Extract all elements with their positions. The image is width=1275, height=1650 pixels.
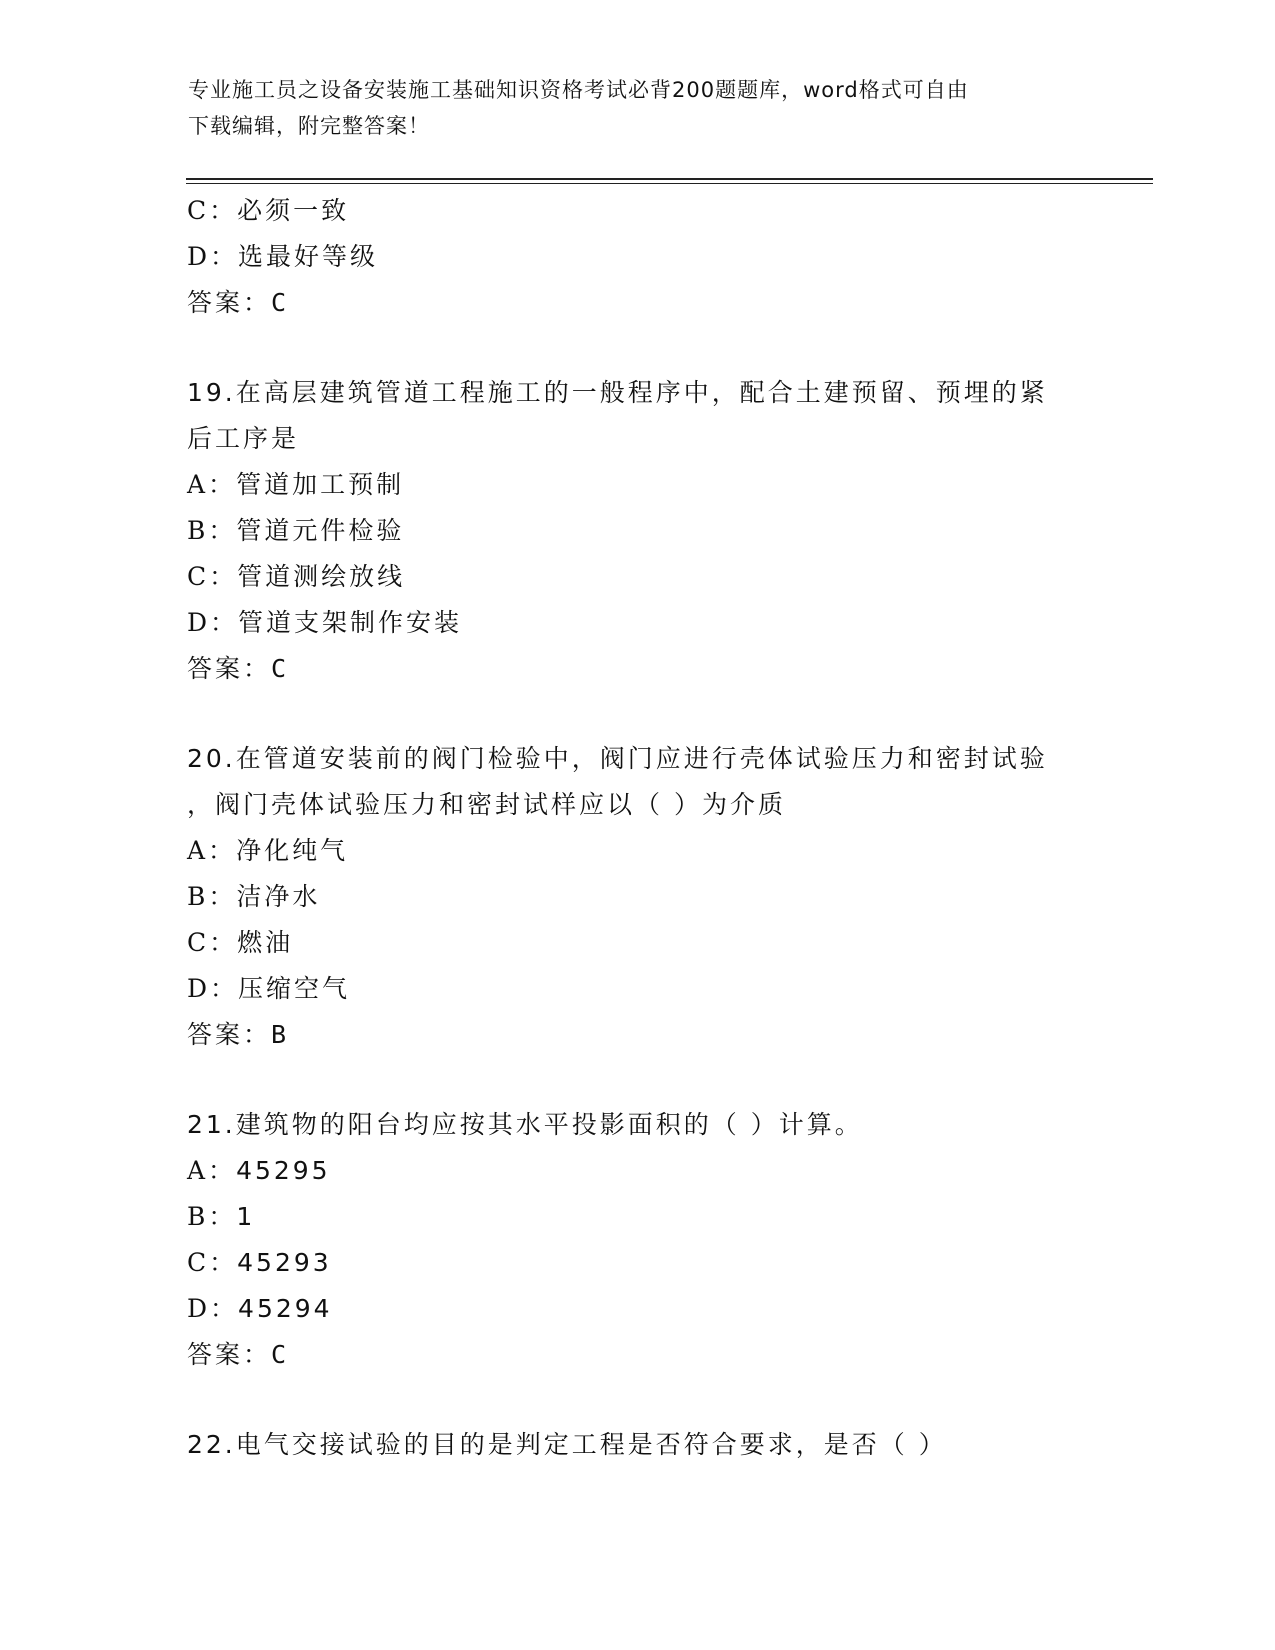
header-divider (186, 178, 1153, 180)
option-letter: C： (187, 1248, 238, 1277)
question-text: 22.电气交接试验的目的是判定工程是否符合要求，是否（ ） (187, 1430, 947, 1459)
option-letter: A： (187, 1156, 237, 1185)
header-divider-thin (186, 183, 1153, 184)
option-a (187, 1148, 1087, 1194)
option-letter: C： (187, 928, 238, 957)
answer-line (187, 280, 1087, 326)
answer-line (187, 1332, 1087, 1378)
option-text: 选最好等级 (238, 242, 379, 271)
option-text: 45294 (238, 1294, 333, 1323)
option-c (187, 554, 1087, 600)
option-text: 管道元件检验 (236, 516, 405, 545)
option-text: 管道测绘放线 (237, 562, 406, 591)
question-list (187, 188, 1087, 1468)
option-letter: C： (187, 562, 238, 591)
question-20 (187, 736, 1087, 1058)
option-b (187, 874, 1087, 920)
option-letter: B： (187, 516, 237, 545)
question-19 (187, 370, 1087, 692)
answer-line (187, 646, 1087, 692)
question-text: 19.在高层建筑管道工程施工的一般程序中，配合土建预留、预埋的紧 (187, 378, 1048, 407)
option-letter: D： (187, 242, 239, 271)
document-header (188, 72, 1088, 144)
question-text: 20.在管道安装前的阀门检验中，阀门应进行壳体试验压力和密封试验 (187, 744, 1048, 773)
question-text: ，阀门壳体试验压力和密封试样应以（ ）为介质 (187, 790, 786, 819)
option-d (187, 234, 1087, 280)
question-21 (187, 1102, 1087, 1378)
answer-label: 答案： (187, 288, 272, 317)
option-b (187, 1194, 1087, 1240)
option-letter: A： (187, 470, 237, 499)
option-text: 45295 (236, 1156, 331, 1185)
option-letter: D： (187, 608, 239, 637)
option-text: 燃油 (237, 928, 294, 957)
answer-label: 答案： (187, 1340, 272, 1369)
option-letter: A： (187, 836, 237, 865)
option-d (187, 1286, 1087, 1332)
question-22 (187, 1422, 1087, 1468)
answer-label: 答案： (187, 654, 272, 683)
header-title-line-2: 下载编辑，附完整答案！ (188, 114, 430, 138)
header-title-line-1: 专业施工员之设备安装施工基础知识资格考试必背200题题库，word格式可自由 (188, 78, 969, 102)
answer-value: C (271, 654, 290, 683)
option-c (187, 1240, 1087, 1286)
answer-value: C (271, 1340, 290, 1369)
previous-question-tail (187, 188, 1087, 326)
option-a (187, 828, 1087, 874)
answer-line (187, 1012, 1087, 1058)
question-text: 后工序是 (187, 424, 300, 453)
option-c (187, 920, 1087, 966)
option-text: 管道加工预制 (236, 470, 405, 499)
option-letter: D： (187, 974, 239, 1003)
option-text: 45293 (237, 1248, 332, 1277)
option-text: 洁净水 (236, 882, 321, 911)
question-text: 21.建筑物的阳台均应按其水平投影面积的（ ）计算。 (187, 1110, 863, 1139)
option-d (187, 966, 1087, 1012)
option-letter: B： (187, 882, 237, 911)
option-text: 管道支架制作安装 (238, 608, 463, 637)
option-letter: B： (187, 1202, 237, 1231)
answer-value: B (271, 1020, 290, 1049)
option-letter: D： (187, 1294, 239, 1323)
answer-label: 答案： (187, 1020, 272, 1049)
option-b (187, 508, 1087, 554)
answer-value: C (271, 288, 290, 317)
option-text: 净化纯气 (236, 836, 349, 865)
option-a (187, 462, 1087, 508)
option-text: 压缩空气 (238, 974, 351, 1003)
option-text: 1 (236, 1202, 256, 1231)
option-text: 必须一致 (237, 196, 350, 225)
option-letter: C： (187, 196, 238, 225)
option-d (187, 600, 1087, 646)
option-c (187, 188, 1087, 234)
